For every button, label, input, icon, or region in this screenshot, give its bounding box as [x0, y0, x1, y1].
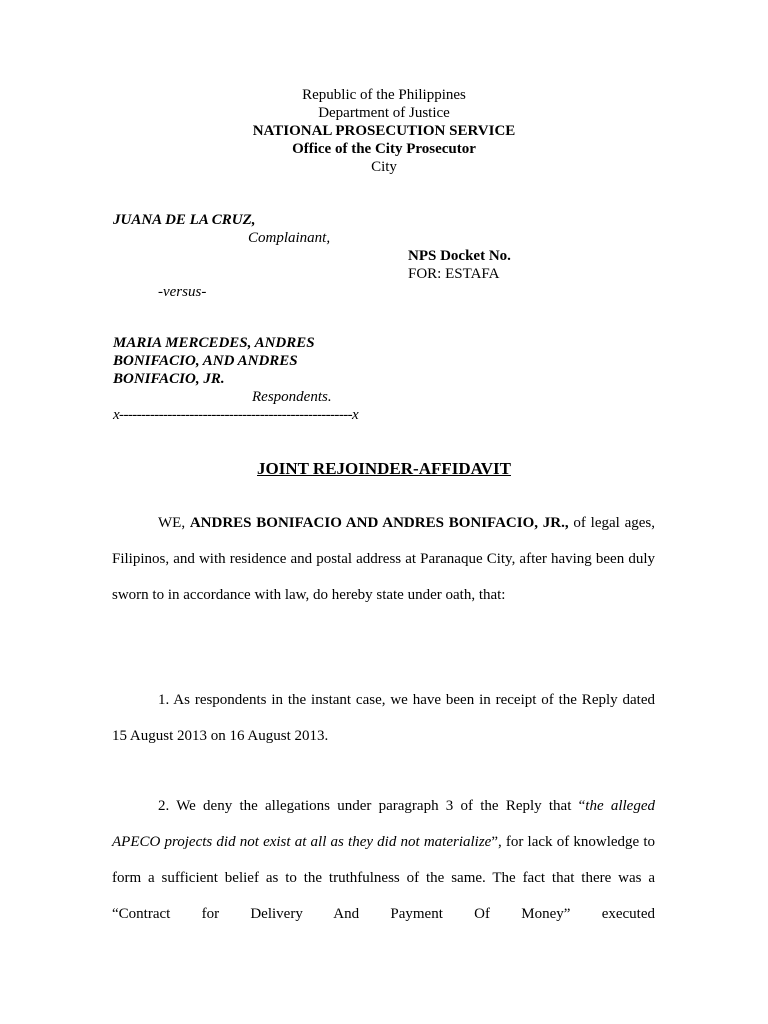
docket-label: NPS Docket No.: [408, 248, 511, 264]
versus-label: -versus-: [158, 284, 207, 300]
intro-affiants: ANDRES BONIFACIO AND ANDRES BONIFACIO, JR.,: [189, 515, 569, 531]
respondents-line-2: BONIFACIO, AND ANDRES: [113, 353, 298, 369]
intro-we: WE,: [158, 515, 190, 531]
complainant-role: Complainant,: [248, 230, 331, 246]
paragraph-1: 1. As respondents in the instant case, we have been in receipt of the Reply dated 15 August 2013 on 16 August 2013.: [112, 692, 655, 744]
intro-paragraph: [112, 505, 655, 613]
respondents-role: Respondents.: [252, 389, 332, 405]
respondents-line-1: MARIA MERCEDES, ANDRES: [113, 335, 315, 351]
respondents-line-3: BONIFACIO, JR.: [113, 371, 225, 387]
header-department: Department of Justice: [318, 105, 450, 121]
document-title: JOINT REJOINDER-AFFIDAVIT: [257, 459, 511, 478]
paragraph-2: [112, 788, 655, 932]
docket-for: FOR: ESTAFA: [408, 266, 500, 282]
header-office: Office of the City Prosecutor: [292, 141, 476, 157]
paragraph-2-quote: the alleged APECO projects did not exist at all as they did not materialize: [112, 798, 655, 850]
complainant-name: JUANA DE LA CRUZ,: [113, 212, 256, 228]
header-city: City: [371, 159, 397, 175]
header-nps: NATIONAL PROSECUTION SERVICE: [252, 123, 516, 139]
paragraph-2-rest: ”, for lack of knowledge to form a sufficient belief as to the truthfulness of the same. The fact that there was a “Contract for Delivery And Payment Of Money” executed: [112, 834, 656, 922]
paragraph-2-start: 2. We deny the allegations under paragraph 3 of the Reply that “: [158, 798, 586, 814]
intro-text: of legal ages, Filipinos, and with residence and postal address at Paranaque City, after having been duly sworn to in accordance with law, do hereby state under oath, that:: [112, 515, 655, 603]
header-republic: Republic of the Philippines: [302, 87, 466, 103]
caption-separator: x-----------------------------------------------------x: [113, 407, 359, 423]
